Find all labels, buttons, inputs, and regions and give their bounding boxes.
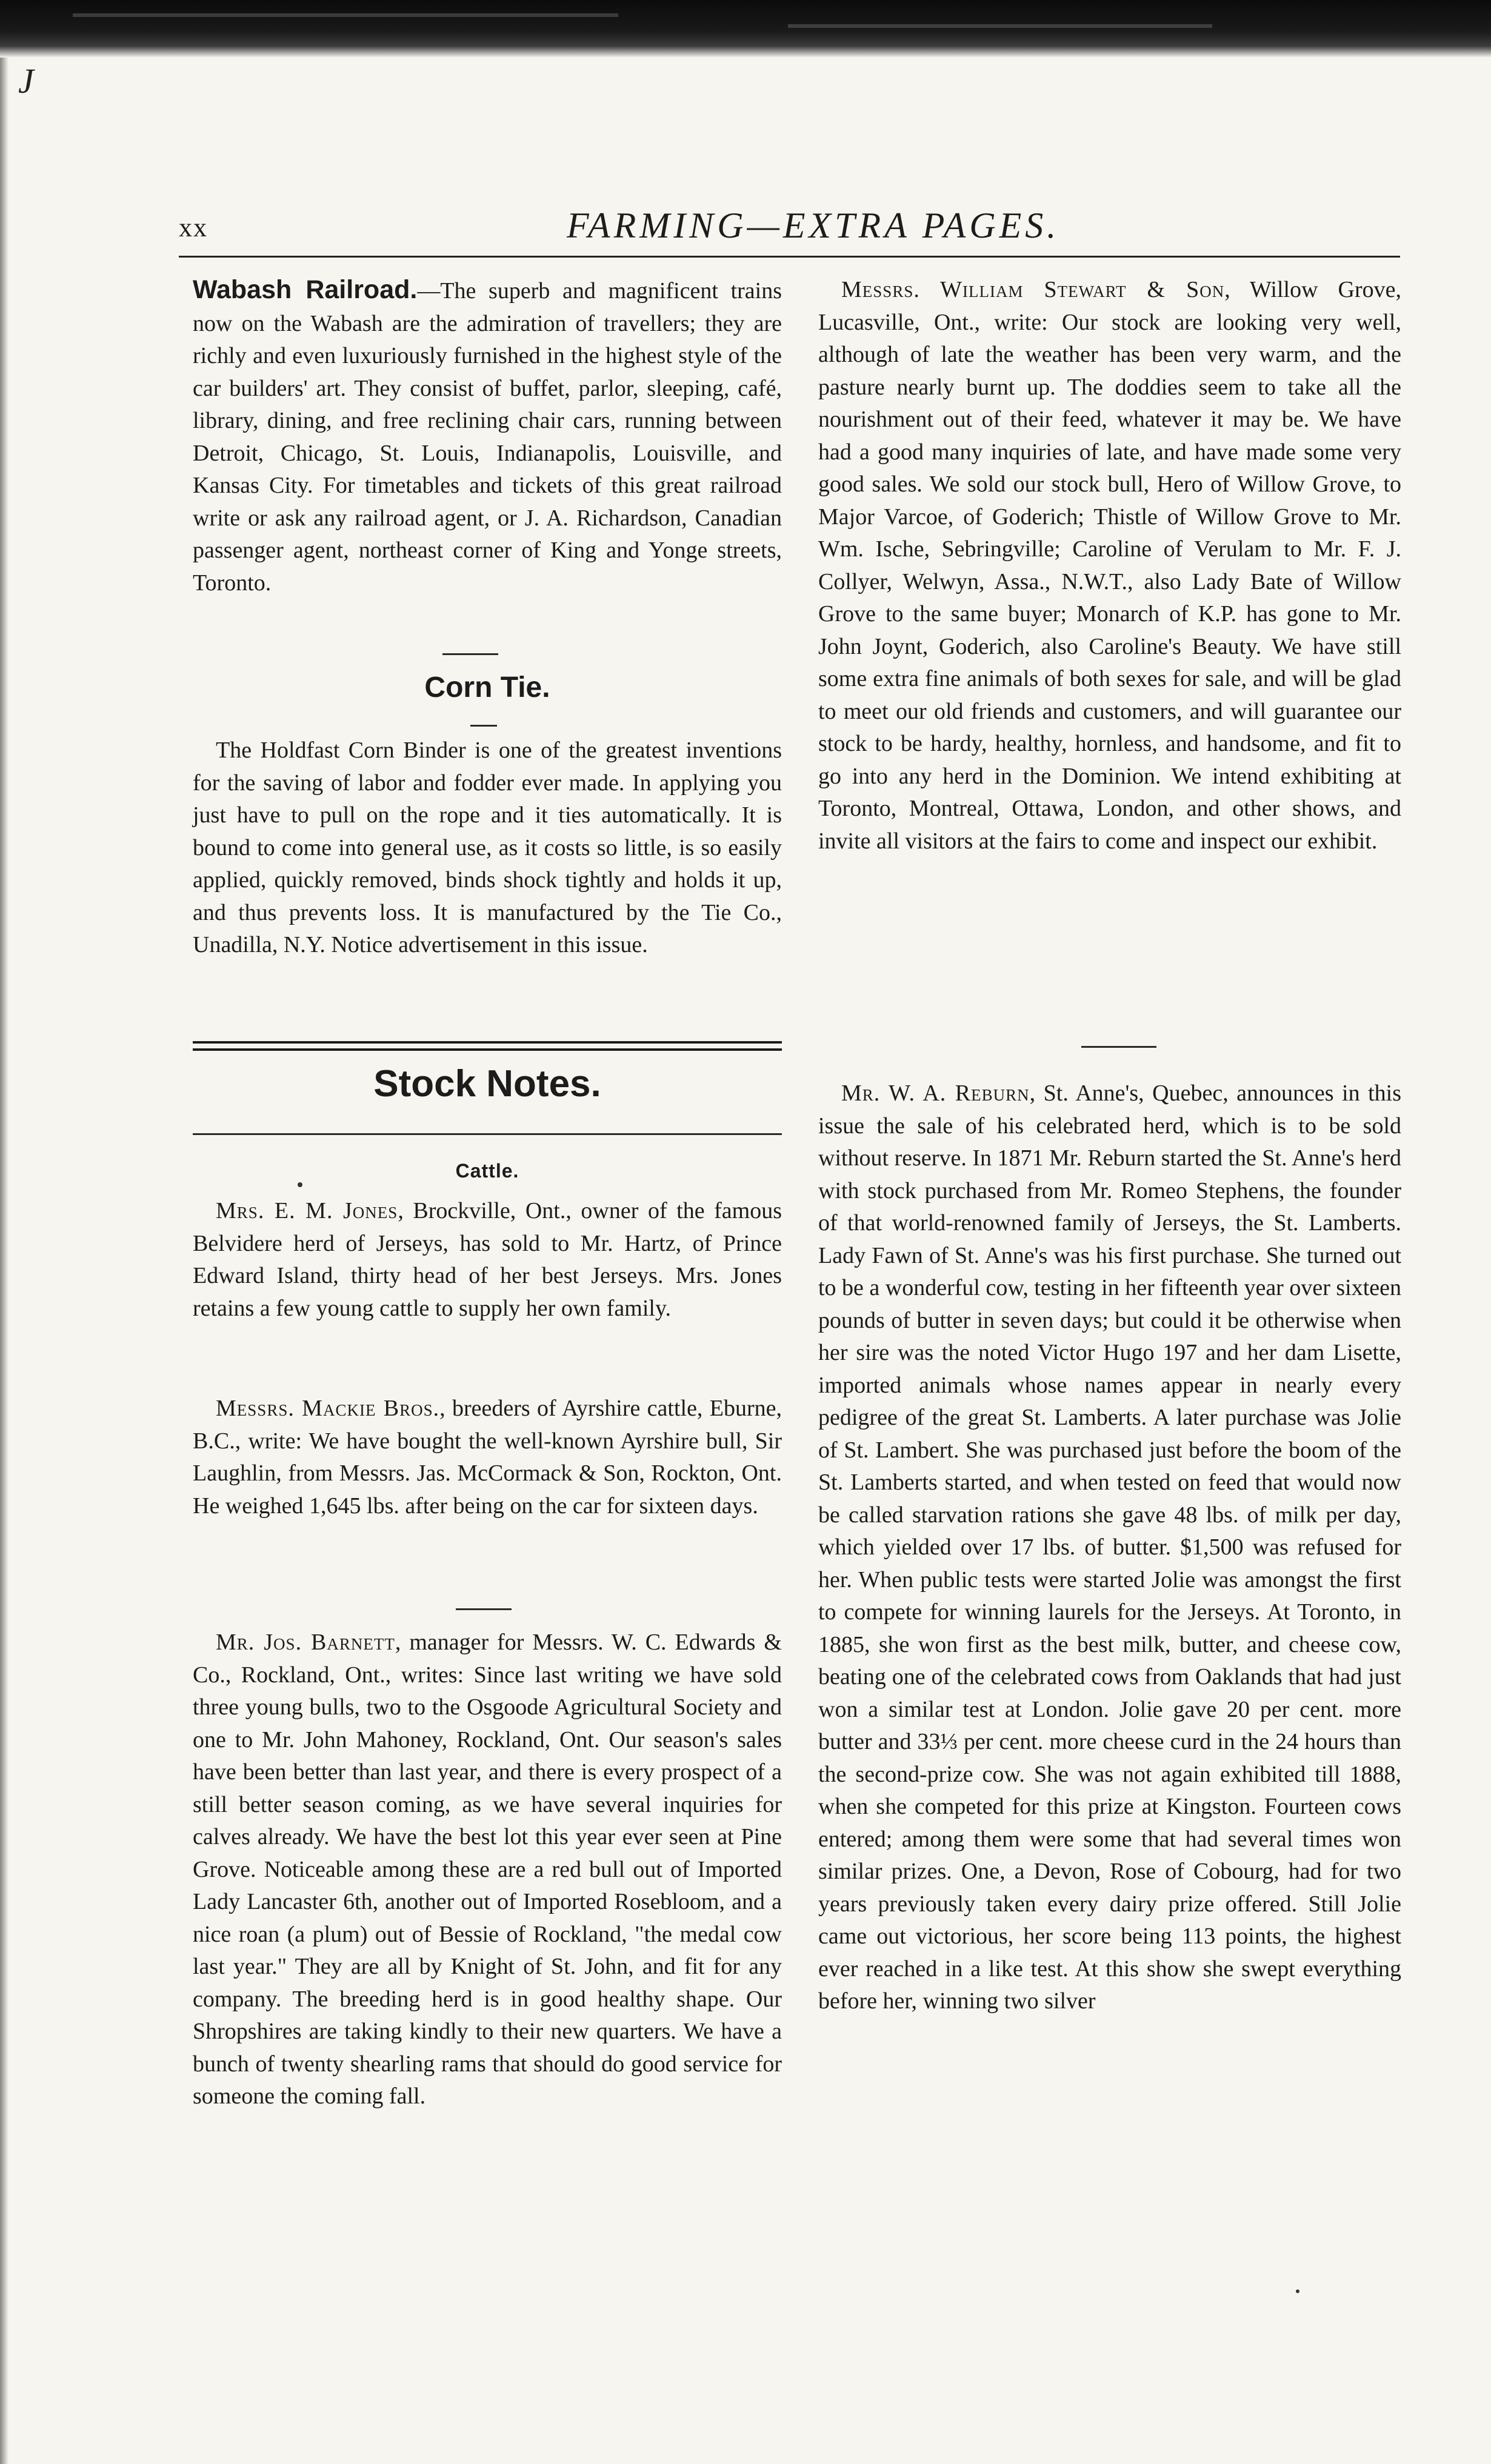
stewart-paragraph bbox=[818, 274, 1401, 857]
barnett-note bbox=[193, 1627, 782, 2113]
mackie-name: Messrs. Mackie Bros. bbox=[216, 1396, 440, 1421]
note-divider bbox=[456, 1608, 512, 1610]
barnett-paragraph bbox=[193, 1627, 782, 2113]
stock-notes-heading-block bbox=[193, 1063, 782, 1105]
wabash-article bbox=[193, 274, 782, 599]
reburn-note bbox=[818, 1077, 1401, 2018]
jones-name: Mrs. E. M. Jones bbox=[216, 1198, 398, 1224]
section-divider bbox=[442, 653, 498, 655]
stock-notes-heading: Stock Notes. bbox=[373, 1063, 601, 1105]
double-rule-bottom bbox=[193, 1048, 782, 1051]
header-rule bbox=[179, 256, 1400, 258]
stewart-body: , Willow Grove, Lucasville, Ont., write: Our stock are looking very well, although of late the weather has been very warm, and the pasture nearly burnt up. The doddies seem to take all the nourishment out of their feed, whatever it may be. We have had a good many inquiries of late, and have made some very good sales. We sold our stock bull, Hero of Willow Grove, to Major Varcoe, of Goderich; Thistle of Willow Grove to Mr. Wm. Ische, Sebringville; Caroline of Verulam to Mr. F. J. Collyer, Welwyn, Assa., N.W.T., also Lady Bate of Willow Grove to the same buyer; Monarch of K.P. has gone to Mr. John Joynt, Goderich, also Caroline's Beauty. We have still some extra fine animals of both sexes for sale, and will be glad to meet our old friends and customers, and will guarantee our stock to be hardy, healthy, hornless, and handsome, and fit to go into any herd in the Dominion. We intend exhibiting at Toronto, Montreal, Ottawa, London, and other shows, and invite all visitors at the fairs to come and inspect our exhibit. bbox=[818, 277, 1401, 854]
jones-note bbox=[193, 1195, 782, 1325]
jones-paragraph bbox=[193, 1195, 782, 1325]
print-speck-2 bbox=[1296, 2289, 1299, 2293]
wabash-title: Wabash Railroad. bbox=[193, 275, 418, 304]
stock-notes-rule bbox=[193, 1133, 782, 1135]
reburn-name: Mr. W. A. Reburn bbox=[841, 1080, 1030, 1106]
scan-top-edge bbox=[0, 0, 1491, 58]
reburn-paragraph bbox=[818, 1077, 1401, 2018]
running-head bbox=[179, 200, 1391, 255]
reburn-body: , St. Anne's, Quebec, announces in this issue the sale of his celebrated herd, which is to be sold without reserve. In 1871 Mr. Reburn started the St. Anne's herd with stock purchased from Mr. Romeo Stephens, the founder of that world-renowned family of Jerseys, the St. Lamberts. Lady Fawn of St. Anne's was his first purchase. She turned out to be a wonderful cow, testing in her fifteenth year over sixteen pounds of butter in seven days; but could it be otherwise when her sire was the noted Victor Hugo 197 and her dam Lisette, imported animals whose names appear in nearly every pedigree of the great St. Lamberts. A later purchase was Jolie of St. Lambert. She was purchased just before the boom of the St. Lamberts started, and when tested on feed that would now be called starvation rations she gave 48 lbs. of milk per day, which yielded over 17 lbs. of butter. $1,500 was refused for her. When public tests were started Jolie was amongst the first to compete for winning laurels for the Jerseys. At Toronto, in 1885, she won first as the best milk, butter, and cheese cow, beating one of the celebrated cows from Oaklands that had just won a similar test at London. Jolie gave 20 per cent. more butter and 33⅓ per cent. more cheese curd in the 24 hours than the second-prize cow. She was not again exhibited till 1888, when she competed for this prize at Kingston. Fourteen cows entered; among them were some that had several times won similar prizes. One, a Devon, Rose of Cobourg, had for two years previously taken every dairy prize offered. Still Jolie came out victorious, her score being 113 points, the highest ever reached in a like test. At this show she swept everything before her, winning two silver bbox=[818, 1080, 1401, 2014]
scan-left-edge bbox=[0, 58, 8, 2464]
mackie-body: , breeders of Ayrshire cattle, Eburne, B.C., write: We have bought the well-known Ayrshire bull, Sir Laughlin, from Messrs. Jas. McCormack & Son, Rockton, Ont. He weighed 1,645 lbs. after being on the car for sixteen days. bbox=[193, 1396, 782, 1519]
corn-tie-heading-block bbox=[193, 671, 782, 704]
barnett-name: Mr. Jos. Barnett bbox=[216, 1630, 395, 1655]
wabash-paragraph bbox=[193, 274, 782, 599]
cattle-subheading: Cattle. bbox=[455, 1160, 519, 1182]
double-rule-top bbox=[193, 1041, 782, 1044]
corn-tie-heading: Corn Tie. bbox=[424, 671, 550, 704]
wabash-body: —The superb and magnificent trains now on the Wabash are the admiration of travellers; they are richly and even luxuriously furnished in the highest style of the car builders' art. They consist of buffet, parlor, sleeping, café, library, dining, and free reclining chair cars, running between Detroit, Chicago, St. Louis, Indianapolis, Louisville, and Kansas City. For timetables and tickets of this great railroad write or ask any railroad agent, or J. A. Richardson, Canadian passenger agent, northeast corner of King and Yonge streets, Toronto. bbox=[193, 278, 782, 596]
stewart-note bbox=[818, 274, 1401, 857]
note-divider-right bbox=[1081, 1046, 1156, 1048]
heading-underline bbox=[470, 725, 497, 727]
journal-title: FARMING—EXTRA PAGES. bbox=[567, 205, 1060, 245]
barnett-body: , manager for Messrs. W. C. Edwards & Co., Rockland, Ont., writes: Since last writing we have sold three young bulls, two to the Osgoode Agricultural Society and one to Mr. John Mahoney, Rockland, Ont. Our season's sales have been better than last year, and there is every prospect of a still better season coming, as we have several inquiries for calves already. We have the best lot this year ever seen at Pine Grove. Noticeable among these are a red bull out of Imported Lady Lancaster 6th, another out of Imported Rosebloom, and a nice roan (a plum) out of Bessie of Rockland, "the medal cow last year." They are all by Knight of St. John, and fit for any company. The breeding herd is in good healthy shape. Our Shropshires are taking kindly to their new quarters. We have a bunch of twenty shearling rams that should do good service for someone the coming fall. bbox=[193, 1630, 782, 2109]
corn-tie-body: The Holdfast Corn Binder is one of the greatest inventions for the saving of labor and fodder ever made. In applying you just have to pull on the rope and it ties automatically. It is bound to come into general use, as it costs so little, is so easily applied, quickly removed, binds shock tightly and holds it up, and thus prevents loss. It is manufactured by the Tie Co., Unadilla, N.Y. Notice advertisement in this issue. bbox=[193, 738, 782, 957]
page-number: xx bbox=[179, 213, 208, 242]
mackie-paragraph bbox=[193, 1393, 782, 1522]
jones-body: , Brockville, Ont., owner of the famous Belvidere herd of Jerseys, has sold to Mr. Hartz, of Prince Edward Island, thirty head of her best Jerseys. Mrs. Jones retains a few young cattle to supply her own family. bbox=[193, 1198, 782, 1321]
corn-tie-article bbox=[193, 734, 782, 962]
cattle-subheading-block bbox=[193, 1155, 782, 1188]
corner-mark: J bbox=[18, 61, 34, 101]
mackie-note bbox=[193, 1393, 782, 1522]
stewart-name: Messrs. William Stewart & Son bbox=[841, 277, 1225, 302]
